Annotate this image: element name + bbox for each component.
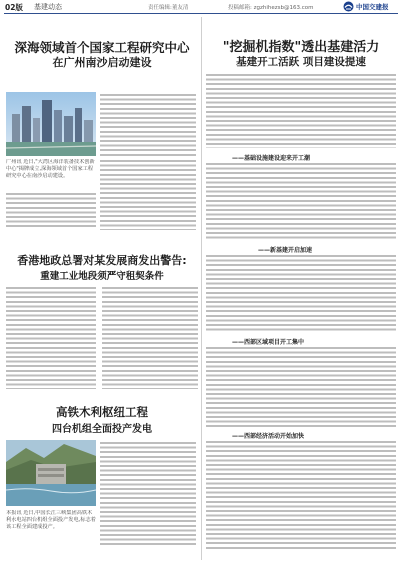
logo-icon bbox=[343, 1, 354, 12]
column-divider bbox=[201, 17, 202, 560]
article1-text-block-3 bbox=[6, 193, 96, 230]
article2-text-block-2 bbox=[206, 163, 396, 241]
article1-text-block bbox=[100, 94, 196, 156]
article4-photo bbox=[6, 440, 96, 506]
article4-text-col2 bbox=[100, 442, 196, 548]
article1-caption: 广州讯 近日,"大湾区海洋装备技术创新中心"揭牌成立,深海领域首个国家工程研究中心在南沙启动建设。 bbox=[6, 159, 95, 179]
article2-section-4: ——西部经济活动开始加快 bbox=[232, 433, 305, 440]
article1-headline: 深海领域首个国家工程研究中心 bbox=[14, 40, 190, 55]
article1-subheadline: 在广州南沙启动建设 bbox=[52, 56, 152, 69]
article2-headline: "挖掘机指数"透出基建活力 bbox=[222, 40, 380, 55]
header-rule bbox=[4, 13, 398, 14]
article2-text-block-4 bbox=[206, 347, 396, 427]
article4-headline: 高铁木利枢纽工程 bbox=[56, 405, 148, 419]
article3-text-col1 bbox=[6, 287, 96, 389]
article2-section-2: ——新基建开启加速 bbox=[258, 247, 313, 254]
submission-email: 投稿邮箱: zgzhihezsb@163.com bbox=[228, 5, 314, 11]
article1-text-block-2 bbox=[100, 160, 196, 230]
logo-wordmark: 中国交建报 bbox=[356, 3, 389, 11]
article4-caption: 本报讯 近日,中国长江三峡集团高铁木利水电站四台机组全面投产发电,标志着该工程全面建成投产。 bbox=[6, 510, 96, 530]
article2-text-block-5 bbox=[206, 441, 396, 550]
article2-text-block-3 bbox=[206, 255, 396, 333]
article2-section-1: ——基础设施建设迎来开工潮 bbox=[232, 155, 311, 162]
page-number: 02版 bbox=[5, 3, 23, 12]
article2-section-3: ——西部区域项目开工集中 bbox=[232, 339, 305, 346]
editor-line: 责任编辑:董友清 bbox=[148, 5, 189, 11]
article2-subheadline: 基建开工活跃 项目建设提速 bbox=[236, 56, 366, 68]
newspaper-logo bbox=[343, 0, 399, 13]
article4-subheadline: 四台机组全面投产发电 bbox=[52, 424, 152, 435]
page-header bbox=[0, 0, 402, 14]
article3-headline: 香港地政总署对某发展商发出警告: bbox=[17, 254, 187, 267]
article3-text-col2 bbox=[102, 287, 198, 389]
article3-subheadline: 重建工业地段须严守租契条件 bbox=[40, 271, 164, 282]
article2-text-block-1 bbox=[206, 74, 396, 148]
section-title: 基建动态 bbox=[34, 3, 62, 11]
article1-photo bbox=[6, 92, 96, 156]
